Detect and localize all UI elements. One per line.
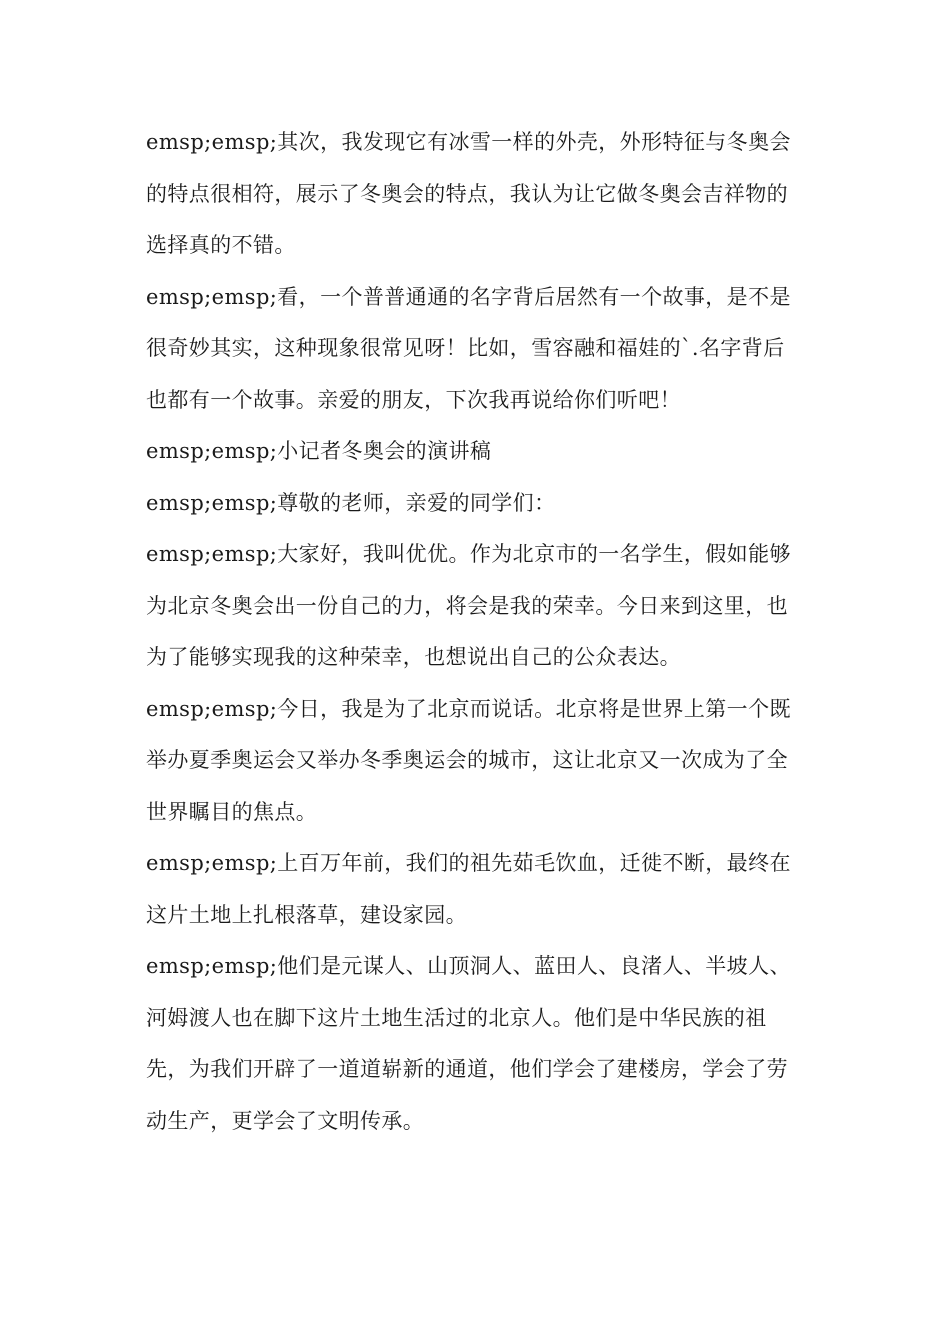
- document-body: [146, 117, 800, 1147]
- paragraph-4: emsp;emsp;尊敬的老师，亲爱的同学们：: [146, 490, 556, 515]
- paragraph-6: emsp;emsp;今日，我是为了北京而说话。北京将是世界上第一个既举办夏季奥运会又举办冬季奥运会的城市，这让北京又一次成为了全世界瞩目的焦点。: [146, 696, 791, 824]
- paragraph-3: emsp;emsp;小记者冬奥会的演讲稿: [146, 439, 492, 463]
- paragraph-1: emsp;emsp;其次，我发现它有冰雪一样的外壳，外形特征与冬奥会的特点很相符，展示了冬奥会的特点，我认为让它做冬奥会吉祥物的选择真的不错。: [146, 130, 791, 257]
- paragraph-7: emsp;emsp;上百万年前，我们的祖先茹毛饮血，迁徙不断，最终在这片土地上扎根落草，建设家园。: [146, 851, 791, 927]
- paragraph-8: emsp;emsp;他们是元谋人、山顶洞人、蓝田人、良渚人、半坡人、河姆渡人也在脚下这片土地生活过的北京人。他们是中华民族的祖先，为我们开辟了一道道崭新的通道，他们学会了建楼房，学会了劳动生产，更学会了文明传承。: [146, 954, 791, 1133]
- paragraph-5: emsp;emsp;大家好，我叫优优。作为北京市的一名学生，假如能够为北京冬奥会出一份自己的力，将会是我的荣幸。今日来到这里，也为了能够实现我的这种荣幸，也想说出自己的公众表达。: [146, 542, 791, 669]
- paragraph-2: emsp;emsp;看，一个普普通通的名字背后居然有一个故事，是不是很奇妙其实，这种现象很常见呀！比如，雪容融和福娃的`.名字背后也都有一个故事。亲爱的朋友，下次我再说给你们听吧！: [146, 284, 791, 412]
